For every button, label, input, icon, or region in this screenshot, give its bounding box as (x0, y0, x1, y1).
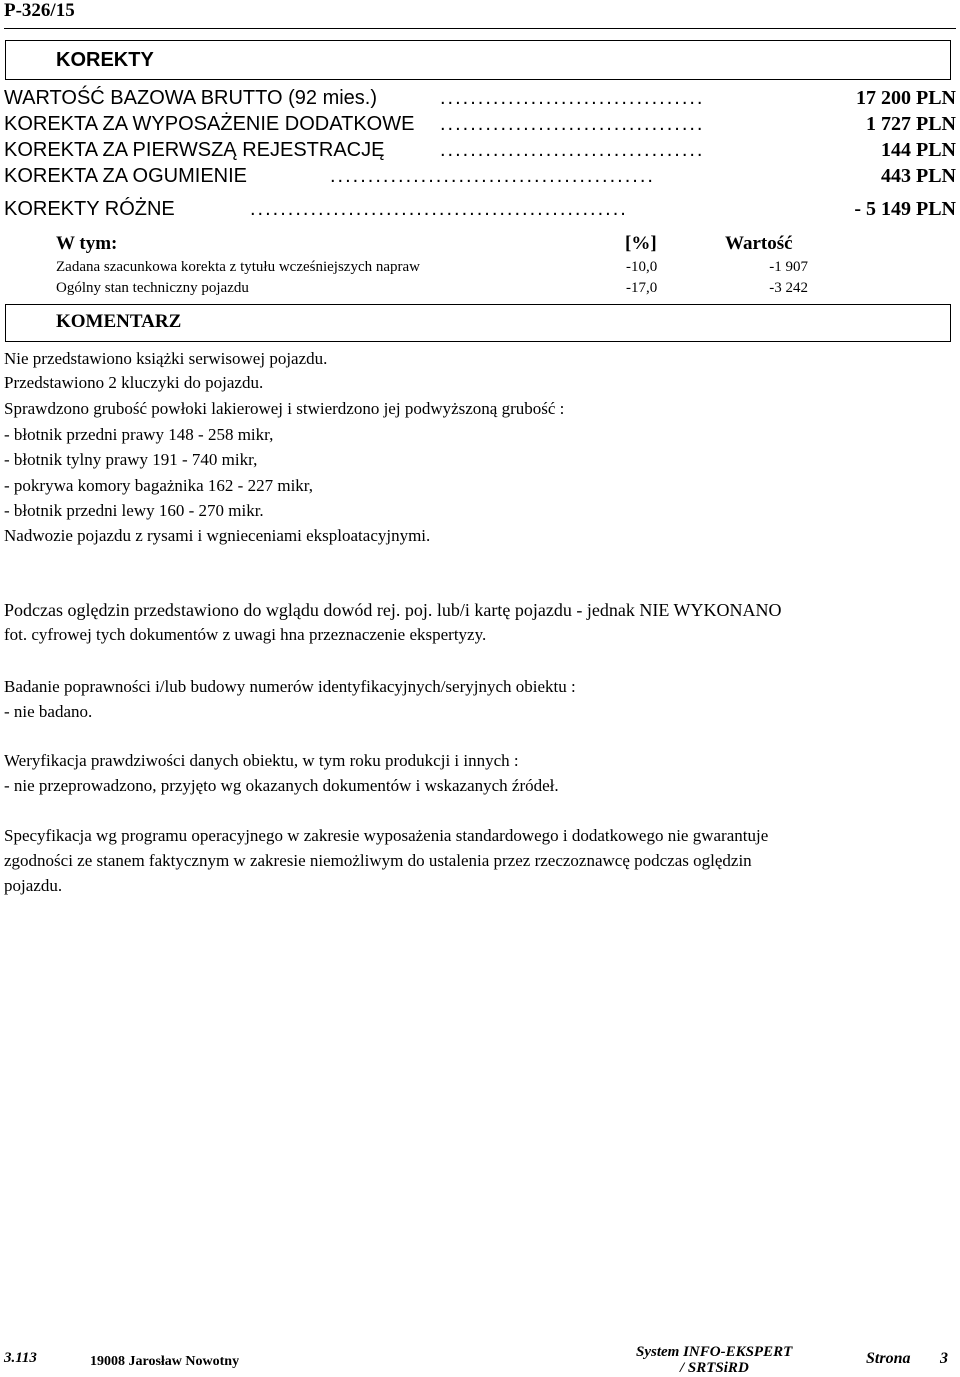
document-id: P-326/15 (4, 0, 75, 21)
korekta-label-bazowa: WARTOŚĆ BAZOWA BRUTTO (92 mies.) (4, 87, 378, 109)
comment-line: - pokrywa komory bagażnika 162 - 227 mikr, (4, 476, 314, 495)
header-rule (4, 28, 956, 29)
korekta-value-rejestracja: 144 PLN (881, 139, 956, 161)
footer-system: System INFO-EKSPERT (636, 1344, 793, 1360)
korekta-value-wyposazenie: 1 727 PLN (866, 113, 956, 135)
korekta-dots: ........................................... (330, 165, 655, 187)
korekta-dots: ................................... (440, 87, 705, 109)
paragraph-line: pojazdu. (4, 876, 63, 895)
w-tym-header-value: Wartość (725, 233, 793, 254)
comment-line: Nie przedstawiono książki serwisowej pojazdu. (4, 349, 328, 368)
korekta-dots: .................................................. (250, 198, 628, 220)
korekta-label-rejestracja: KOREKTA ZA PIERWSZĄ REJESTRACJĘ (4, 139, 385, 161)
komentarz-title: KOMENTARZ (56, 311, 182, 332)
korekta-dots: ................................... (440, 139, 705, 161)
comment-line: - błotnik tylny prawy 191 - 740 mikr, (4, 450, 258, 469)
korekta-value-ogumienie: 443 PLN (881, 165, 956, 187)
korekta-value-bazowa: 17 200 PLN (856, 87, 956, 109)
korekta-label-wyposazenie: KOREKTA ZA WYPOSAŻENIE DODATKOWE (4, 113, 415, 135)
footer-page-number: 3 (940, 1350, 948, 1367)
paragraph-line: - nie przeprowadzono, przyjęto wg okazanych dokumentów i wskazanych źródeł. (4, 776, 559, 795)
paragraph-line: Podczas oględzin przedstawiono do wglądu dowód rej. poj. lub/i kartę pojazdu - jednak NIE WYKONANO (4, 600, 782, 620)
footer-section: 3.113 (4, 1350, 37, 1366)
w-tym-row-value: -1 907 (769, 259, 808, 275)
comment-line: - błotnik przedni prawy 148 - 258 mikr, (4, 425, 274, 444)
korekta-label-ogumienie: KOREKTA ZA OGUMIENIE (4, 165, 248, 187)
paragraph-line: Weryfikacja prawdziwości danych obiektu, w tym roku produkcji i innych : (4, 751, 519, 770)
footer-page-label: Strona (866, 1350, 911, 1367)
section-title: KOREKTY (56, 49, 154, 71)
korekta-label-rozne: KOREKTY RÓŻNE (4, 198, 175, 220)
comment-line: Przedstawiono 2 kluczyki do pojazdu. (4, 373, 264, 392)
paragraph-line: fot. cyfrowej tych dokumentów z uwagi hna przeznaczenie ekspertyzy. (4, 625, 487, 644)
comment-line: Nadwozie pojazdu z rysami i wgnieceniami eksploatacyjnymi. (4, 526, 431, 545)
comment-line: Sprawdzono grubość powłoki lakierowej i stwierdzono jej podwyższoną grubość : (4, 399, 565, 418)
w-tym-header-pct: [%] (625, 233, 657, 254)
w-tym-header-label: W tym: (56, 233, 118, 254)
korekta-value-rozne: - 5 149 PLN (854, 198, 956, 220)
footer-author: 19008 Jarosław Nowotny (90, 1354, 240, 1369)
w-tym-row-value: -3 242 (769, 280, 808, 296)
paragraph-line: - nie badano. (4, 702, 93, 721)
w-tym-row-pct: -17,0 (626, 280, 658, 296)
footer-system-sub: / SRTSiRD (680, 1360, 749, 1376)
w-tym-row-label: Zadana szacunkowa korekta z tytułu wcześniejszych napraw (56, 259, 421, 275)
comment-line: - błotnik przedni lewy 160 - 270 mikr. (4, 501, 264, 520)
korekta-dots: ................................... (440, 113, 705, 135)
w-tym-row-label: Ogólny stan techniczny pojazdu (56, 280, 249, 296)
w-tym-row-pct: -10,0 (626, 259, 658, 275)
paragraph-line: Badanie poprawności i/lub budowy numerów identyfikacyjnych/seryjnych obiektu : (4, 677, 576, 696)
paragraph-line: zgodności ze stanem faktycznym w zakresie niemożliwym do ustalenia przez rzeczoznawcę podczas oględzin (4, 851, 752, 870)
paragraph-line: Specyfikacja wg programu operacyjnego w zakresie wyposażenia standardowego i dodatkowego nie gwarantuje (4, 826, 769, 845)
